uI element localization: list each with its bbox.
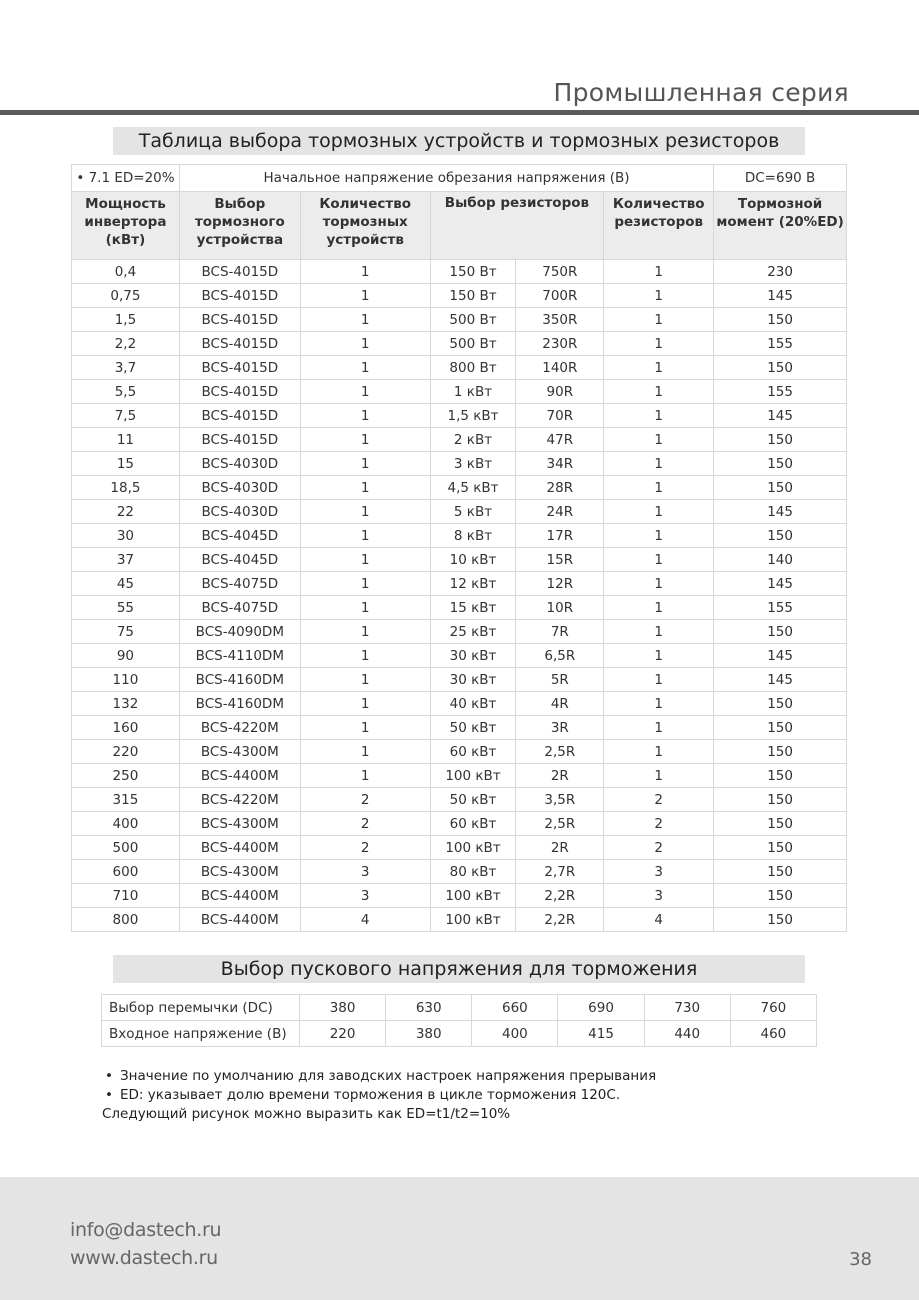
voltage-cell: 220 [300,1021,386,1047]
table-cell: 2 кВт [430,428,516,452]
table-cell: 1 [300,620,430,644]
footer-contacts [70,1216,221,1272]
table-cell: 150 [714,356,847,380]
table-cell: 1 [300,740,430,764]
table-cell: 24R [516,500,604,524]
table-cell: 100 кВт [430,908,516,932]
table-cell: 1 [604,404,714,428]
table-cell: 150 [714,812,847,836]
table-cell: 1 [300,692,430,716]
table-row [72,356,847,380]
braking-selection-table [71,164,847,932]
table-cell: 140 [714,548,847,572]
table-cell: 5 кВт [430,500,516,524]
table-cell: BCS-4015D [179,260,300,284]
table-cell: 1 [604,620,714,644]
table-cell: 100 кВт [430,884,516,908]
table-cell: BCS-4300M [179,812,300,836]
header-resistor: Выбор резисторов [430,192,604,260]
table-cell: BCS-4015D [179,404,300,428]
table-cell: 1 [300,668,430,692]
table-cell: 30 [72,524,180,548]
table-row [72,620,847,644]
table-row [72,452,847,476]
table-cell: 2,2R [516,908,604,932]
table-cell: BCS-4045D [179,548,300,572]
table-cell: 155 [714,596,847,620]
table-cell: 1 [300,596,430,620]
table-cell: 1 [604,764,714,788]
footer [0,1177,919,1300]
table-cell: 1 [300,764,430,788]
table-cell: 2 [604,812,714,836]
table-cell: 10 кВт [430,548,516,572]
table-cell: 500 Вт [430,308,516,332]
table-cell: 5,5 [72,380,180,404]
table-cell: 155 [714,380,847,404]
table-cell: 1 [300,500,430,524]
table-cell: 12R [516,572,604,596]
table-cell: 34R [516,452,604,476]
table-cell: 145 [714,572,847,596]
table-cell: 4 [300,908,430,932]
table-cell: 3 [604,884,714,908]
table-cell: 22 [72,500,180,524]
table-cell: 1 [604,548,714,572]
table-cell: 800 Вт [430,356,516,380]
table-cell: 150 [714,476,847,500]
table-cell: 155 [714,332,847,356]
table-cell: 0,4 [72,260,180,284]
table-cell: 70R [516,404,604,428]
table-row [72,332,847,356]
table-cell: 1 [604,356,714,380]
table-cell: BCS-4110DM [179,644,300,668]
table-cell: 2 [604,836,714,860]
table-cell: 2,2 [72,332,180,356]
table-cell: 145 [714,500,847,524]
table-cell: 90R [516,380,604,404]
table-cell: 150 [714,524,847,548]
table-cell: 160 [72,716,180,740]
table-cell: 3,5R [516,788,604,812]
table-cell: 140R [516,356,604,380]
table-cell: 1 [300,380,430,404]
table-cell: 1 [300,644,430,668]
table-row [72,908,847,932]
table-cell: 1 [604,500,714,524]
table-cell: BCS-4030D [179,500,300,524]
voltage-row [102,1021,817,1047]
table-cell: BCS-4015D [179,332,300,356]
table-cell: 145 [714,404,847,428]
table-cell: 7,5 [72,404,180,428]
table-cell: 2R [516,836,604,860]
table-cell: 4 [604,908,714,932]
table-cell: 3 [604,860,714,884]
table-cell: 100 кВт [430,764,516,788]
table-cell: BCS-4220M [179,716,300,740]
table-cell: 50 кВт [430,788,516,812]
table-cell: 150 Вт [430,284,516,308]
voltage-cell: 660 [472,995,558,1021]
table-cell: BCS-4015D [179,284,300,308]
table-cell: BCS-4030D [179,452,300,476]
notes [102,1067,656,1124]
table-cell: 1 [300,332,430,356]
table-cell: 1 [604,668,714,692]
table-row [72,692,847,716]
table-cell: 150 Вт [430,260,516,284]
table-cell: 400 [72,812,180,836]
note-bullet: • ED: указывает долю времени торможения в цикле торможения 120С. [102,1086,656,1105]
table-cell: 250 [72,764,180,788]
table-row [72,788,847,812]
table-row [72,380,847,404]
table-row [72,260,847,284]
voltage-cell: 415 [558,1021,644,1047]
table-cell: 6,5R [516,644,604,668]
table-cell: 2 [300,812,430,836]
table-cell: 350R [516,308,604,332]
header-torque: Тормозной момент (20%ED) [714,192,847,260]
table-cell: 55 [72,596,180,620]
table-cell: 40 кВт [430,692,516,716]
table-cell: 45 [72,572,180,596]
table-cell: 1 [604,308,714,332]
table-cell: BCS-4160DM [179,692,300,716]
table-cell: 230 [714,260,847,284]
voltage-row-label: Выбор перемычки (DC) [102,995,300,1021]
table-cell: 3 [300,860,430,884]
table-cell: 28R [516,476,604,500]
table-row [72,476,847,500]
header-power: Мощность инвертора (кВт) [72,192,180,260]
table-cell: BCS-4300M [179,740,300,764]
table-cell: 800 [72,908,180,932]
table-cell: 1 [604,596,714,620]
table-top-row [72,165,847,192]
table-cell: 1 [604,692,714,716]
table-cell: 0,75 [72,284,180,308]
voltage-cell: 380 [386,1021,472,1047]
table-cell: 12 кВт [430,572,516,596]
table-cell: 150 [714,308,847,332]
table-cell: BCS-4400M [179,836,300,860]
table-cell: 1 [300,452,430,476]
table-cell: 37 [72,548,180,572]
table-cell: 1 [604,332,714,356]
voltage-cell: 630 [386,995,472,1021]
table-cell: 100 кВт [430,836,516,860]
table-row [72,548,847,572]
table-row [72,572,847,596]
table-cell: BCS-4075D [179,596,300,620]
table-cell: BCS-4220M [179,788,300,812]
table-cell: 1 [300,356,430,380]
table-cell: 1 кВт [430,380,516,404]
note-plain: Следующий рисунок можно выразить как ED=t1/t2=10% [102,1106,511,1122]
table-cell: 230R [516,332,604,356]
table-row [72,812,847,836]
table-cell: 150 [714,452,847,476]
voltage-cell: 380 [300,995,386,1021]
table-row [72,596,847,620]
table-cell: 1 [300,572,430,596]
table-cell: 4,5 кВт [430,476,516,500]
voltage-cell: 760 [730,995,816,1021]
table-cell: 1 [604,476,714,500]
section1-title: Таблица выбора тормозных устройств и тормозных резисторов [113,127,805,155]
table-cell: 3 [300,884,430,908]
footer-website: www.dastech.ru [70,1247,218,1269]
table-cell: BCS-4045D [179,524,300,548]
table-cell: BCS-4400M [179,884,300,908]
table-cell: BCS-4015D [179,308,300,332]
table-cell: BCS-4075D [179,572,300,596]
table-cell: 1 [300,308,430,332]
table-row [72,836,847,860]
table-row [72,308,847,332]
table-cell: 500 Вт [430,332,516,356]
table-cell: 750R [516,260,604,284]
table-cell: 11 [72,428,180,452]
footer-email: info@dastech.ru [70,1219,222,1241]
voltage-cell: 730 [644,995,730,1021]
table-cell: 150 [714,908,847,932]
table-row [72,404,847,428]
table-cell: 1 [604,284,714,308]
table-cell: 1 [300,476,430,500]
table-cell: 30 кВт [430,644,516,668]
table-cell: 132 [72,692,180,716]
table-cell: 1 [604,452,714,476]
table-row [72,524,847,548]
table-cell: 75 [72,620,180,644]
header-divider [0,110,919,115]
table-row [72,860,847,884]
table-header-row [72,192,847,260]
table-cell: 1 [300,716,430,740]
table-cell: BCS-4030D [179,476,300,500]
table-row [72,668,847,692]
table-cell: 4R [516,692,604,716]
table-cell: 150 [714,692,847,716]
table-row [72,716,847,740]
table-cell: 47R [516,428,604,452]
voltage-selection-table [101,994,817,1047]
table-cell: 500 [72,836,180,860]
table-cell: 150 [714,620,847,644]
table-cell: 1 [300,404,430,428]
table-cell: 600 [72,860,180,884]
table-row [72,644,847,668]
table-cell: 150 [714,860,847,884]
voltage-cell: 460 [730,1021,816,1047]
table-cell: 17R [516,524,604,548]
table-cell: 1,5 [72,308,180,332]
table-cell: BCS-4015D [179,380,300,404]
note-bullet: • Значение по умолчанию для заводских настроек напряжения прерывания [102,1067,656,1086]
table-cell: 3,7 [72,356,180,380]
table-cell: 25 кВт [430,620,516,644]
voltage-cell: 440 [644,1021,730,1047]
table-cell: 1 [604,644,714,668]
table-cell: 2 [604,788,714,812]
table-cell: 2,5R [516,740,604,764]
table-row [72,740,847,764]
table-cell: 60 кВт [430,740,516,764]
header-device: Выбор тормозного устройства [179,192,300,260]
table-cell: 1 [604,524,714,548]
table-cell: 1 [300,260,430,284]
table-cell: BCS-4400M [179,908,300,932]
table-cell: 2R [516,764,604,788]
cutoff-voltage-label: Начальное напряжение обрезания напряжения (В) [179,165,713,192]
table-row [72,284,847,308]
voltage-cell: 690 [558,995,644,1021]
table-cell: 2,7R [516,860,604,884]
table-cell: 50 кВт [430,716,516,740]
table-cell: BCS-4090DM [179,620,300,644]
table-cell: 315 [72,788,180,812]
table-cell: 1 [300,284,430,308]
table-cell: 1 [300,548,430,572]
table-cell: 15 кВт [430,596,516,620]
table-cell: 1 [300,428,430,452]
page-number: 38 [849,1249,872,1270]
table-cell: 3 кВт [430,452,516,476]
page-series-title: Промышленная серия [553,78,849,107]
table-row [72,764,847,788]
header-resistor-qty: Количество резисторов [604,192,714,260]
table-cell: 1 [604,428,714,452]
table-cell: 710 [72,884,180,908]
table-cell: 150 [714,884,847,908]
table-cell: 145 [714,284,847,308]
table-cell: BCS-4300M [179,860,300,884]
table-row [72,884,847,908]
table-row [72,428,847,452]
table-cell: 150 [714,740,847,764]
table-cell: 5R [516,668,604,692]
table-cell: 1 [604,716,714,740]
table-cell: BCS-4160DM [179,668,300,692]
table-cell: 1,5 кВт [430,404,516,428]
section-label: • 7.1 ED=20% [72,165,180,192]
table-cell: 145 [714,644,847,668]
table-cell: 145 [714,668,847,692]
table-cell: 1 [300,524,430,548]
table-cell: 2 [300,836,430,860]
voltage-cell: 400 [472,1021,558,1047]
table-cell: 10R [516,596,604,620]
table-cell: 1 [604,380,714,404]
table-cell: 90 [72,644,180,668]
table-cell: 1 [604,260,714,284]
table-cell: BCS-4015D [179,428,300,452]
table-cell: 3R [516,716,604,740]
table-cell: 2,2R [516,884,604,908]
table-cell: BCS-4015D [179,356,300,380]
table-cell: 60 кВт [430,812,516,836]
table-cell: 150 [714,836,847,860]
table-cell: 2,5R [516,812,604,836]
table-cell: 18,5 [72,476,180,500]
table-cell: 8 кВт [430,524,516,548]
table-cell: 30 кВт [430,668,516,692]
table-cell: 150 [714,428,847,452]
table-cell: 150 [714,788,847,812]
table-cell: 15 [72,452,180,476]
table-cell: 80 кВт [430,860,516,884]
table-cell: 220 [72,740,180,764]
section2-title: Выбор пускового напряжения для торможения [113,955,805,983]
header-device-qty: Количество тормозных устройств [300,192,430,260]
voltage-row-label: Входное напряжение (В) [102,1021,300,1047]
table-cell: 15R [516,548,604,572]
voltage-row [102,995,817,1021]
table-cell: BCS-4400M [179,764,300,788]
table-row [72,500,847,524]
table-cell: 110 [72,668,180,692]
table-cell: 7R [516,620,604,644]
table-cell: 700R [516,284,604,308]
table-cell: 150 [714,764,847,788]
table-cell: 1 [604,572,714,596]
table-cell: 150 [714,716,847,740]
table-cell: 2 [300,788,430,812]
table-cell: 1 [604,740,714,764]
dc-value: DC=690 В [714,165,847,192]
